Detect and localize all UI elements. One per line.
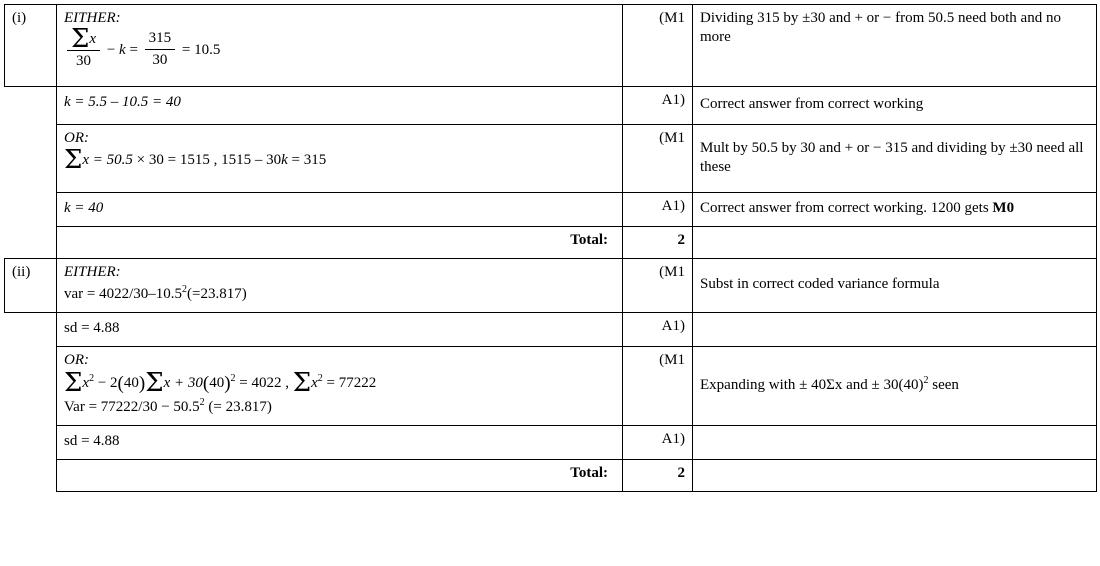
equation-5-main: var = 4022/30–10.5 <box>64 285 183 302</box>
equation-7-minus2: − 2 <box>97 374 118 391</box>
table-row <box>5 87 1097 125</box>
or-label-2: OR: <box>64 351 89 368</box>
or-label-1: OR: <box>64 130 89 146</box>
notes-cell-3: Mult by 50.5 by 30 and + or − 315 and dividing by ±30 need all these <box>693 125 1097 193</box>
notes-cell-1: Dividing 315 by ±30 and + or − from 50.5 need both and no more <box>693 5 1097 87</box>
table-row <box>5 313 1097 347</box>
either-label-2: EITHER: <box>64 264 121 280</box>
equation-7-40a: 40 <box>123 374 139 391</box>
denominator-30: 30 <box>76 52 92 69</box>
fraction-sigma-x-over-30: $\frac{\Sigma x}{30}$ <box>67 29 100 71</box>
notes-4-bold: M0 <box>992 200 1015 217</box>
equals-sign-1: = <box>129 41 138 58</box>
equation-5-tail: (=23.817) <box>187 285 247 302</box>
equation-5 <box>64 284 615 304</box>
minus-sign: − <box>106 41 116 58</box>
part-label-ii: (ii) <box>5 259 57 313</box>
working-cell-1 <box>57 5 623 87</box>
part-label-blank-3 <box>5 193 57 227</box>
equation-4: k = 40 <box>64 200 104 216</box>
notes-cell-2: Correct answer from correct working <box>693 87 1097 125</box>
part-label-i: (i) <box>5 5 57 87</box>
equation-7-var: Var = 77222/30 − 50.5 <box>64 399 200 416</box>
equation-1 <box>64 23 615 72</box>
table-row-total-ii <box>5 459 1097 491</box>
part-label-blank-7 <box>5 426 57 460</box>
total-mark-i: 2 <box>623 227 693 259</box>
mark-cell-a1-a: A1) <box>623 87 693 125</box>
part-label-blank-5 <box>5 313 57 347</box>
notes-cell-total-ii <box>693 459 1097 491</box>
total-label-ii: Total: <box>57 459 623 491</box>
notes-cell-5: Subst in correct coded variance formula <box>693 259 1097 313</box>
table-row <box>5 125 1097 193</box>
sigma-x-3: x = 50.5 <box>82 151 133 168</box>
equation-7-40b: 40 <box>209 374 225 391</box>
mark-cell-m1-b: (M1 <box>623 125 693 193</box>
working-cell-4 <box>57 193 623 227</box>
fraction-315-over-30 <box>145 29 176 70</box>
mark-cell-m1-a: (M1 <box>623 5 693 87</box>
sigma-x-sq-2-exp: 2 <box>317 372 323 384</box>
equation-7-line1: $\Sigma x^2 - 2(40)\Sigma x + 30(40)^2 = 4022$ , $\Sigma x^2 = 77222$ <box>64 367 377 398</box>
total-label-i: Total: <box>57 227 623 259</box>
mark-cell-a1-b: A1) <box>623 193 693 227</box>
variable-k-3: k <box>281 151 288 168</box>
notes-4-text: Correct answer from correct working. 1200 gets <box>700 200 993 217</box>
equation-2: k = 5.5 – 10.5 = 40 <box>64 94 181 110</box>
equation-7-line2 <box>64 397 615 417</box>
mark-cell-a1-d: A1) <box>623 426 693 460</box>
equation-8: sd = 4.88 <box>64 433 120 449</box>
equation-3-mid: × 30 = 1515 , 1515 – 30 <box>136 151 282 168</box>
table-row <box>5 193 1097 227</box>
sigma-x-sq-2: x <box>311 374 318 391</box>
notes-cell-6 <box>693 313 1097 347</box>
result-10-5: = 10.5 <box>181 41 221 58</box>
working-cell-2 <box>57 87 623 125</box>
denominator-30b: 30 <box>152 52 168 69</box>
working-cell-5 <box>57 259 623 313</box>
variable-x: x <box>89 30 97 47</box>
equation-7-77222: = 77222 <box>326 374 377 391</box>
equation-7-eq4022: = 4022 , <box>239 374 289 391</box>
equation-7-x30: x + 30 <box>163 374 203 391</box>
either-label-1: EITHER: <box>64 10 121 26</box>
total-mark-ii: 2 <box>623 459 693 491</box>
table-row <box>5 259 1097 313</box>
part-label-blank-6 <box>5 346 57 425</box>
equation-7-var-exp: 2 <box>199 397 205 409</box>
part-label-blank-8 <box>5 459 57 491</box>
working-cell-7 <box>57 346 623 425</box>
part-label-blank-1 <box>5 87 57 125</box>
mark-cell-m1-c: (M1 <box>623 259 693 313</box>
mark-scheme-table <box>4 4 1097 492</box>
working-cell-8 <box>57 426 623 460</box>
notes-7-exp: 2 <box>923 375 929 386</box>
mark-scheme-page <box>0 4 1100 566</box>
sigma-x-sq-exp: 2 <box>89 372 95 384</box>
mark-cell-a1-c: A1) <box>623 313 693 347</box>
table-row <box>5 346 1097 425</box>
working-cell-6 <box>57 313 623 347</box>
notes-cell-7 <box>693 346 1097 425</box>
equation-3-tail: = 315 <box>291 151 327 168</box>
part-label-blank-2 <box>5 125 57 193</box>
notes-cell-total-i <box>693 227 1097 259</box>
variable-k: k <box>119 41 126 58</box>
notes-7-text: Expanding with ± 40Σx and ± 30(40) <box>700 377 924 393</box>
sigma-x-sq: x <box>82 374 90 391</box>
table-row <box>5 5 1097 87</box>
working-cell-3 <box>57 125 623 193</box>
notes-7-tail: seen <box>928 377 959 393</box>
equation-3: Σx = 50.5 × 30 = 1515 , 1515 – 30k = 315 <box>64 144 327 175</box>
equation-5-exponent: 2 <box>182 283 188 295</box>
equation-6: sd = 4.88 <box>64 320 120 336</box>
numerator-315: 315 <box>145 29 176 50</box>
table-row-total-i <box>5 227 1097 259</box>
notes-cell-8 <box>693 426 1097 460</box>
mark-cell-m1-d: (M1 <box>623 346 693 425</box>
table-row <box>5 426 1097 460</box>
notes-cell-4 <box>693 193 1097 227</box>
equation-7-exp2: 2 <box>230 372 236 384</box>
part-label-blank-4 <box>5 227 57 259</box>
equation-7-var-tail: (= 23.817) <box>208 399 272 416</box>
